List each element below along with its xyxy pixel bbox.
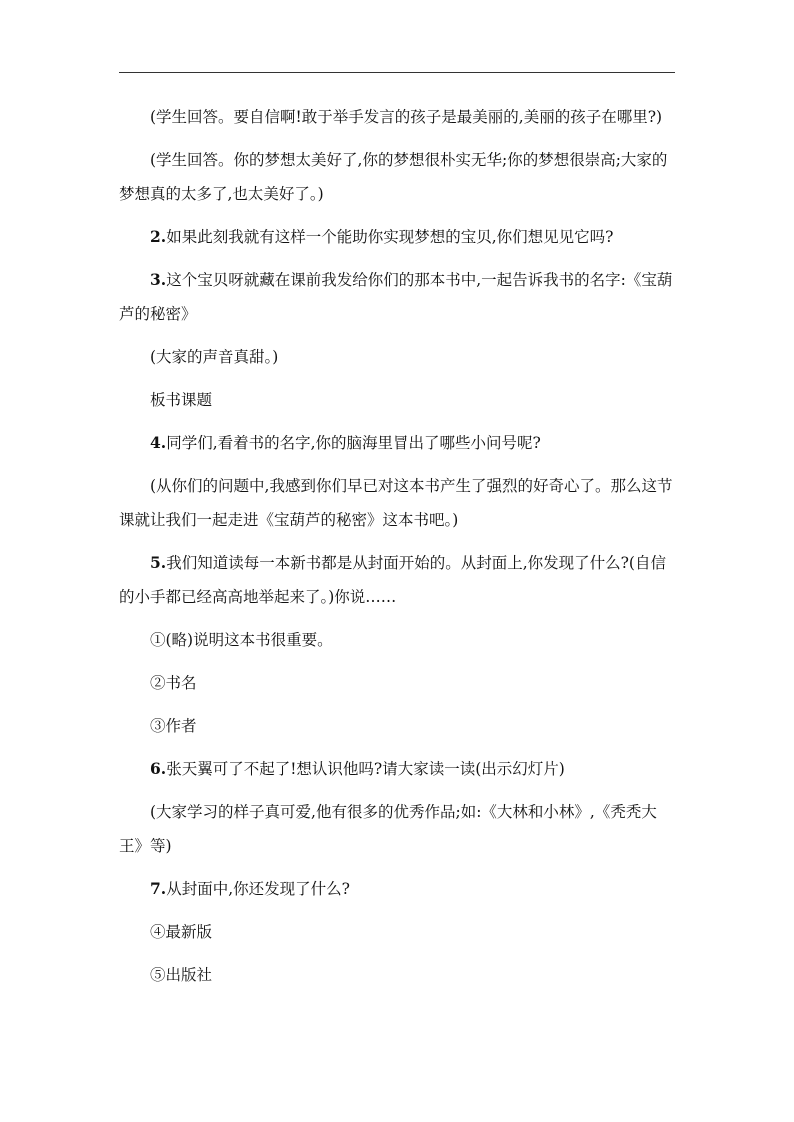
list-item: ②书名 bbox=[150, 674, 197, 692]
question-4 bbox=[119, 426, 675, 460]
question-number: 7. bbox=[150, 879, 167, 898]
question-6 bbox=[119, 752, 675, 786]
question-text: 如果此刻我就有这样一个能助你实现梦想的宝贝,你们想见见它吗? bbox=[166, 228, 614, 246]
question-2 bbox=[119, 220, 675, 254]
question-text: 我们知道读每一本新书都是从封面开始的。从封面上,你发现了什么?(自信的小手都已经高高地举起来了。)你说…… bbox=[119, 554, 666, 606]
question-3 bbox=[119, 263, 675, 331]
paragraph-curiosity: (从你们的问题中,我感到你们早已对这本书产生了强烈的好奇心了。那么这节课就让我们一起走进《宝葫芦的秘密》这本书吧。) bbox=[119, 477, 673, 529]
question-number: 6. bbox=[150, 759, 167, 778]
document-body bbox=[119, 100, 675, 1001]
header-rule bbox=[119, 72, 675, 73]
question-text: 从封面中,你还发现了什么? bbox=[166, 880, 350, 898]
question-text: 张天翼可了不起了!想认识他吗?请大家读一读(出示幻灯片) bbox=[166, 760, 565, 778]
question-number: 3. bbox=[150, 270, 167, 289]
paragraph-sweet-voice: (大家的声音真甜。) bbox=[150, 348, 279, 366]
question-text: 同学们,看着书的名字,你的脑海里冒出了哪些小问号呢? bbox=[166, 434, 541, 452]
list-item: ⑤出版社 bbox=[150, 966, 213, 984]
paragraph-student-answer-1: (学生回答。要自信啊!敢于举手发言的孩子是最美丽的,美丽的孩子在哪里?) bbox=[150, 108, 663, 126]
question-text: 这个宝贝呀就藏在课前我发给你们的那本书中,一起告诉我书的名字:《宝葫芦的秘密》 bbox=[119, 271, 673, 323]
question-number: 2. bbox=[150, 227, 167, 246]
question-number: 4. bbox=[150, 433, 167, 452]
paragraph-student-answer-2: (学生回答。你的梦想太美好了,你的梦想很朴实无华;你的梦想很崇高;大家的梦想真的太多了,也太美好了。) bbox=[119, 151, 668, 203]
question-7 bbox=[119, 872, 675, 906]
paragraph-works: (大家学习的样子真可爱,他有很多的优秀作品;如:《大林和小林》,《秃秃大王》等) bbox=[119, 803, 657, 855]
list-item: ④最新版 bbox=[150, 923, 213, 941]
list-item: ③作者 bbox=[150, 717, 197, 735]
list-item: ①(略)说明这本书很重要。 bbox=[150, 631, 333, 649]
question-number: 5. bbox=[150, 553, 167, 572]
paragraph-board-title: 板书课题 bbox=[150, 391, 213, 409]
question-5 bbox=[119, 546, 675, 614]
